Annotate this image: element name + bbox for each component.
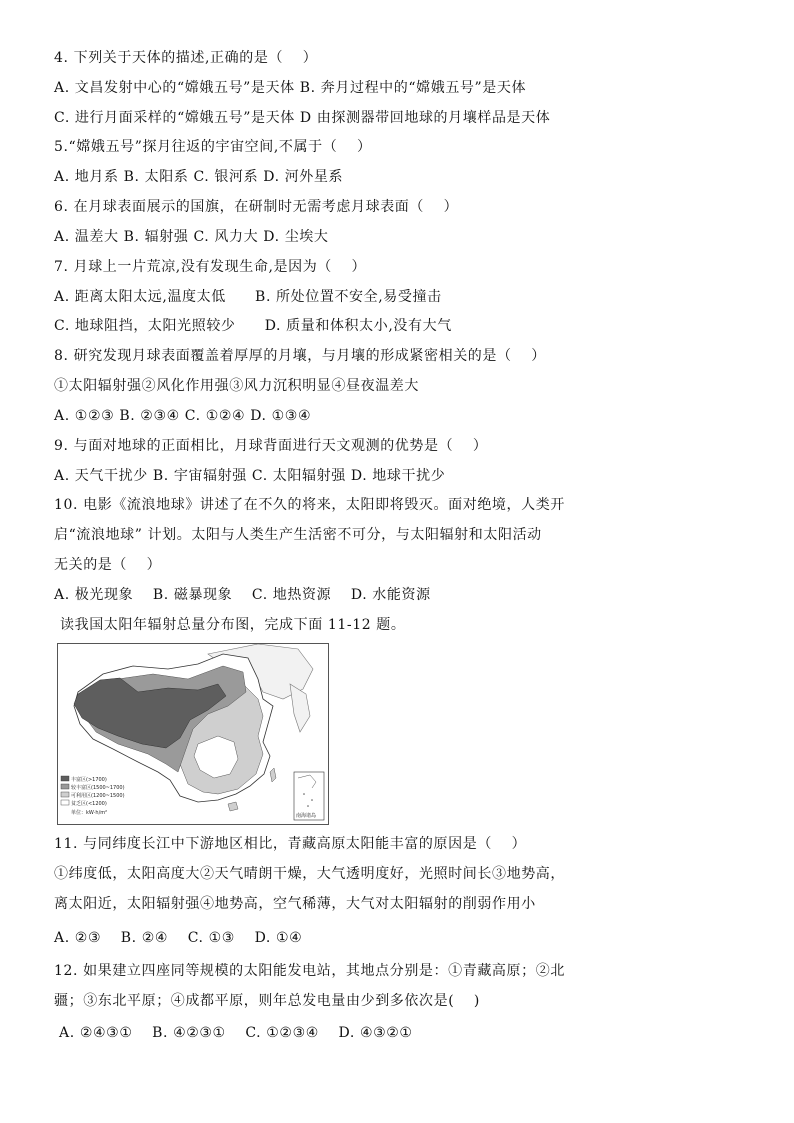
- q10-stem-2: 启“流浪地球” 计划。太阳与人类生产生活密不可分，与太阳辐射和太阳活动: [54, 527, 542, 543]
- q7-options-cd: C. 地球阻挡，太阳光照较少 D. 质量和体积太小,没有大气: [54, 318, 452, 334]
- map-instruction: 读我国太阳年辐射总量分布图，完成下面 11-12 题。: [60, 617, 406, 633]
- q11-stem: 11. 与同纬度长江中下游地区相比，青藏高原太阳能丰富的原因是（ ）: [54, 836, 527, 852]
- q11-options: A. ②③ B. ②④ C. ①③ D. ①④: [54, 930, 303, 946]
- q12-stem-1: 12. 如果建立四座同等规模的太阳能发电站，其地点分别是：①青藏高原；②北: [54, 963, 565, 979]
- q9-options: A. 天气干扰少 B. 宇宙辐射强 C. 太阳辐射强 D. 地球干扰少: [54, 468, 446, 484]
- q8-stem: 8. 研究发现月球表面覆盖着厚厚的月壤，与月壤的形成紧密相关的是（ ）: [54, 348, 546, 364]
- q4-options-ab: A. 文昌发射中心的“嫦娥五号”是天体 B. 奔月过程中的“嫦娥五号”是天体: [54, 80, 527, 96]
- q12-options: A. ②④③① B. ④②③① C. ①②③④ D. ④③②①: [54, 1025, 413, 1041]
- legend-fairly-rich: 较丰富区(1500~1700): [71, 785, 125, 791]
- q5-options: A. 地月系 B. 太阳系 C. 银河系 D. 河外星系: [54, 169, 344, 185]
- q12-stem-2: 疆；③东北平原；④成都平原，则年总发电量由少到多依次是( ): [54, 993, 480, 1009]
- legend-rich: 丰富区(>1700): [71, 777, 107, 783]
- q4-stem: 4. 下列关于天体的描述,正确的是（ ）: [54, 50, 318, 66]
- q5-stem: 5.“嫦娥五号”探月往返的宇宙空间,不属于（ ）: [54, 139, 372, 155]
- solar-radiation-map: [57, 643, 329, 825]
- q6-stem: 6. 在月球表面展示的国旗，在研制时无需考虑月球表面（ ）: [54, 199, 459, 215]
- q8-options: A. ①②③ B. ②③④ C. ①②④ D. ①③④: [54, 408, 312, 424]
- q7-stem: 7. 月球上一片荒凉,没有发现生命,是因为（ ）: [54, 259, 367, 275]
- q10-stem-3: 无关的是（ ）: [54, 557, 162, 573]
- q4-options-cd: C. 进行月面采样的“嫦娥五号”是天体 D 由探测器带回地球的月壤样品是天体: [54, 110, 551, 126]
- south-china-sea-inset: [294, 772, 324, 820]
- legend-unit: 单位：kW·h/m²: [71, 810, 108, 816]
- q11-items-2: 离太阳近，太阳辐射强④地势高，空气稀薄，大气对太阳辐射的削弱作用小: [54, 896, 536, 912]
- china-solar-map-figure: [58, 644, 328, 824]
- q6-options: A. 温差大 B. 辐射强 C. 风力大 D. 尘埃大: [54, 229, 329, 245]
- q8-items: ①太阳辐射强②风化作用强③风力沉积明显④昼夜温差大: [54, 378, 419, 394]
- inset-label: 南海诸岛: [296, 813, 317, 819]
- map-legend: [61, 776, 125, 816]
- legend-poor: 贫乏区(<1200): [71, 801, 107, 807]
- q9-stem: 9. 与面对地球的正面相比，月球背面进行天文观测的优势是（ ）: [54, 438, 488, 454]
- q10-stem-1: 10. 电影《流浪地球》讲述了在不久的将来，太阳即将毁灭。面对绝境，人类开: [54, 497, 565, 513]
- q10-options: A. 极光现象 B. 磁暴现象 C. 地热资源 D. 水能资源: [54, 587, 431, 603]
- legend-usable: 可利用区(1200~1500): [71, 793, 125, 799]
- q7-options-ab: A. 距离太阳太远,温度太低 B. 所处位置不安全,易受撞击: [54, 289, 442, 305]
- q11-items-1: ①纬度低，太阳高度大②天气晴朗干燥，大气透明度好，光照时间长③地势高，: [54, 866, 565, 882]
